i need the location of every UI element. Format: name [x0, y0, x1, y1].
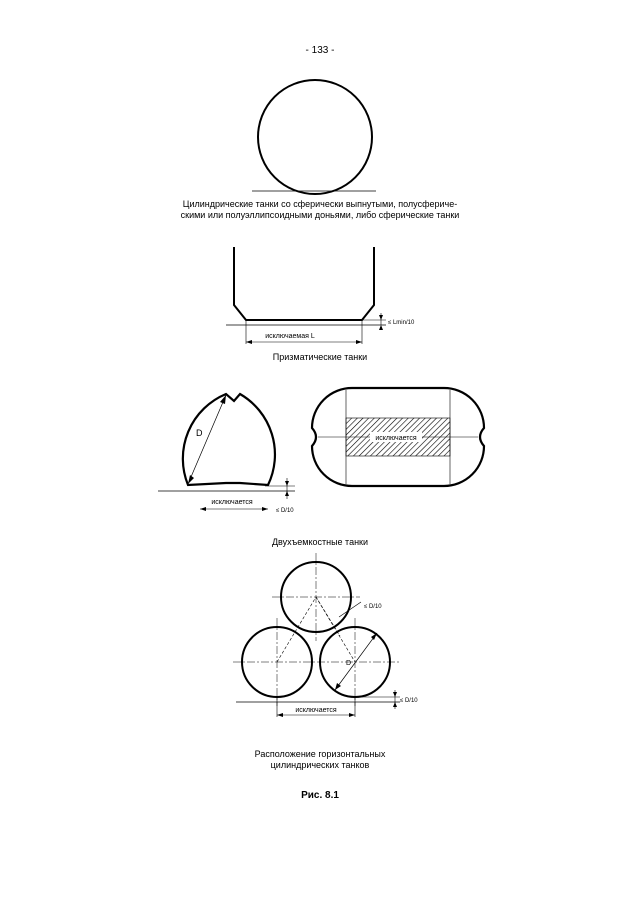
upper-d10-label: ≤ D/10 [364, 604, 382, 610]
right-diam-arrow-top [371, 633, 377, 640]
page-number: - 133 - [305, 45, 335, 56]
right-diam-arrow-bottom [335, 683, 341, 690]
d10-arrow-bottom-4 [393, 702, 397, 707]
arrow-right-3 [262, 507, 268, 511]
figure-label: Рис. 8.1 [301, 790, 339, 801]
right-tank-d-label: D [346, 660, 352, 667]
arrow-left-4 [277, 713, 283, 717]
d10-arrow-top-4 [393, 692, 397, 697]
bilobe-excluded-label: исключается [211, 499, 253, 506]
caption-horizontal-line1: Расположение горизонтальных [254, 749, 386, 759]
d10-arrow-top-3 [285, 481, 289, 486]
bilobe-d-label: D [196, 428, 203, 438]
prismatic-tank-outline [234, 247, 374, 320]
arrow-right-2 [356, 340, 362, 344]
arrow-right-4 [349, 713, 355, 717]
lmin-label: ≤ Lmin/10 [388, 320, 415, 326]
lmin-arrow-top [379, 315, 383, 320]
arrow-left-2 [246, 340, 252, 344]
spherical-tank-outline [258, 80, 372, 194]
excluded-l-label: исключаемая L [265, 333, 315, 340]
bilobe-tank-outline [183, 394, 275, 485]
caption-horizontal-line2: цилиндрических танков [270, 760, 370, 770]
caption-bilobe: Двухъемкостные танки [271, 537, 369, 547]
diameter-arrow-bottom [188, 475, 194, 484]
three-tank-arrangement [233, 553, 418, 717]
lower-d10-label: ≤ D/10 [400, 698, 418, 704]
bilobe-diameter-line [188, 395, 226, 484]
caption-prismatic: Призматические танки [272, 352, 368, 362]
lmin-arrow-bottom [379, 325, 383, 330]
right-tank-diameter [335, 633, 377, 690]
plan-excluded-label: исключается [375, 435, 417, 442]
d10-arrow-bottom-3 [285, 491, 289, 496]
arrow-left-3 [200, 507, 206, 511]
bilobe-d10-label: ≤ D/10 [276, 508, 294, 514]
caption-cylindrical-line1: Цилиндрические танки со сферически выпнутыми, полусфериче- [182, 199, 458, 209]
horizontal-excluded-label: исключается [295, 707, 337, 714]
caption-cylindrical-line2: скими или полуэллипсоидными доньями, либо сферические танки [180, 210, 460, 220]
